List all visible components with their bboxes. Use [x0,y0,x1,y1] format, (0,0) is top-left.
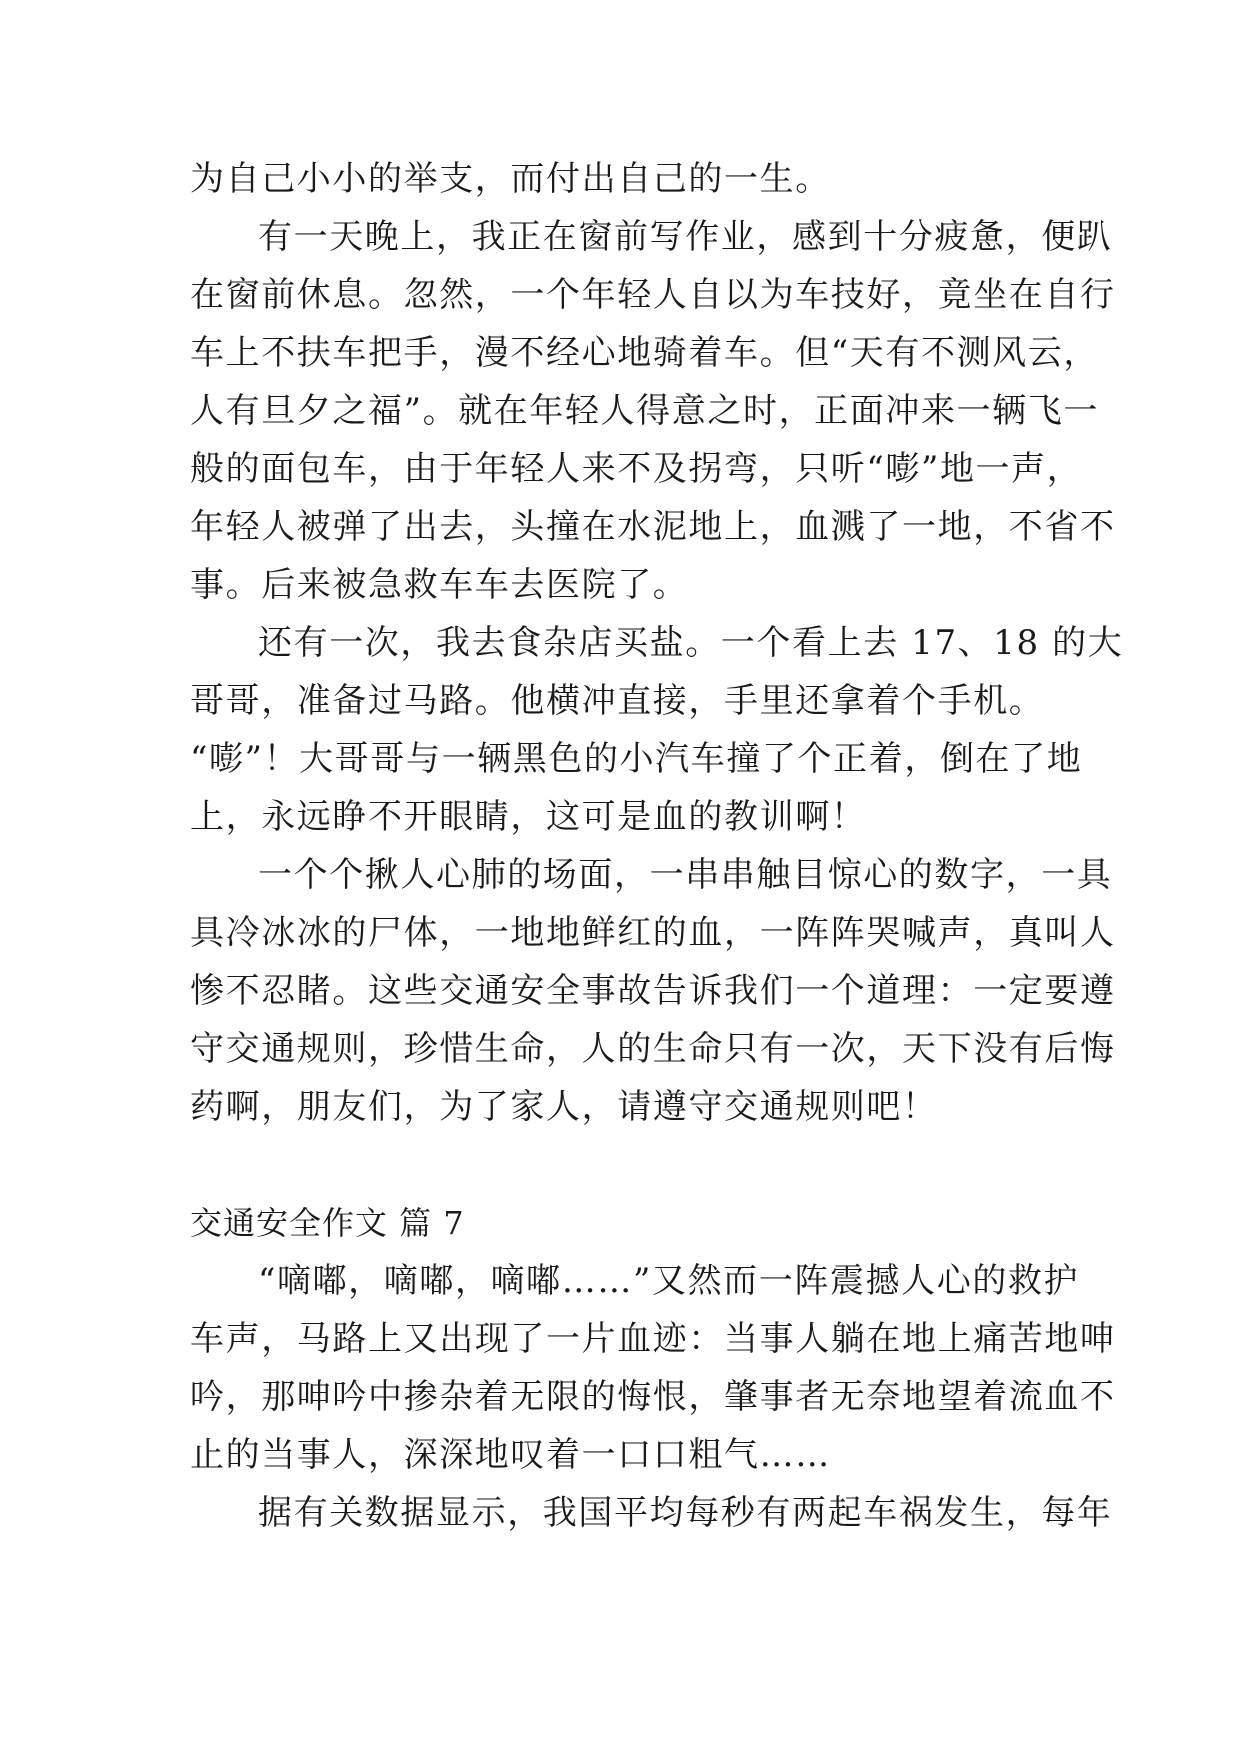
paragraph-line: 守交通规则，珍惜生命，人的生命只有一次，天下没有后悔 [190,1029,1116,1069]
paragraph-line: 为自己小小的举支，而付出自己的一生。 [190,159,831,199]
paragraph-line: 还有一次，我去食杂店买盐。一个看上去 17、18 的大 [258,623,1124,663]
paragraph-line: 药啊，朋友们，为了家人，请遵守交通规则吧！ [190,1087,938,1127]
paragraph-line: 一个个揪人心肺的场面，一串串触目惊心的数字，一具 [258,855,1113,895]
paragraph-line: 在窗前休息。忽然，一个年轻人自以为车技好，竟坐在自行 [190,275,1116,315]
paragraph-line: 具冷冰冰的尸体，一地地鲜红的血，一阵阵哭喊声，真叫人 [190,913,1116,953]
section-gap [190,1136,1050,1194]
paragraph-line: 哥哥，准备过马路。他横冲直接，手里还拿着个手机。 [190,681,1045,721]
paragraph-line: 事。后来被急救车车去医院了。 [190,565,689,605]
paragraph-line: 惨不忍睹。这些交通安全事故告诉我们一个道理：一定要遵 [190,971,1116,1011]
paragraph-line: 般的面包车，由于年轻人来不及拐弯，只听“嘭”地一声， [190,449,1083,489]
paragraph-line: 上，永远睁不开眼睛，这可是血的教训啊！ [190,797,867,837]
paragraph-line: 人有旦夕之福”。就在年轻人得意之时，正面冲来一辆飞一 [190,391,1099,431]
paragraph-line: 年轻人被弹了出去，头撞在水泥地上，血溅了一地，不省不 [190,507,1116,547]
document-page [190,150,1124,1542]
paragraph-line: 有一天晚上，我正在窗前写作业，感到十分疲惫，便趴 [258,217,1113,257]
paragraph-line: 车声，马路上又出现了一片血迹：当事人躺在地上痛苦地呻 [190,1319,1116,1359]
paragraph-line: 车上不扶车把手，漫不经心地骑着车。但“天有不测风云， [190,333,1099,373]
section-title: 交通安全作文 篇 7 [190,1204,465,1242]
paragraph-line: “嘀嘟，嘀嘟，嘀嘟……”又然而一阵震撼人心的救护 [258,1261,1080,1301]
paragraph-line: “嘭”！大哥哥与一辆黑色的小汽车撞了个正着，倒在了地 [190,739,1083,779]
paragraph-line: 据有关数据显示，我国平均每秒有两起车祸发生，每年 [258,1493,1113,1533]
paragraph-line: 吟，那呻吟中掺杂着无限的悔恨，肇事者无奈地望着流血不 [190,1377,1116,1417]
paragraph-line: 止的当事人，深深地叹着一口口粗气…… [190,1435,831,1475]
